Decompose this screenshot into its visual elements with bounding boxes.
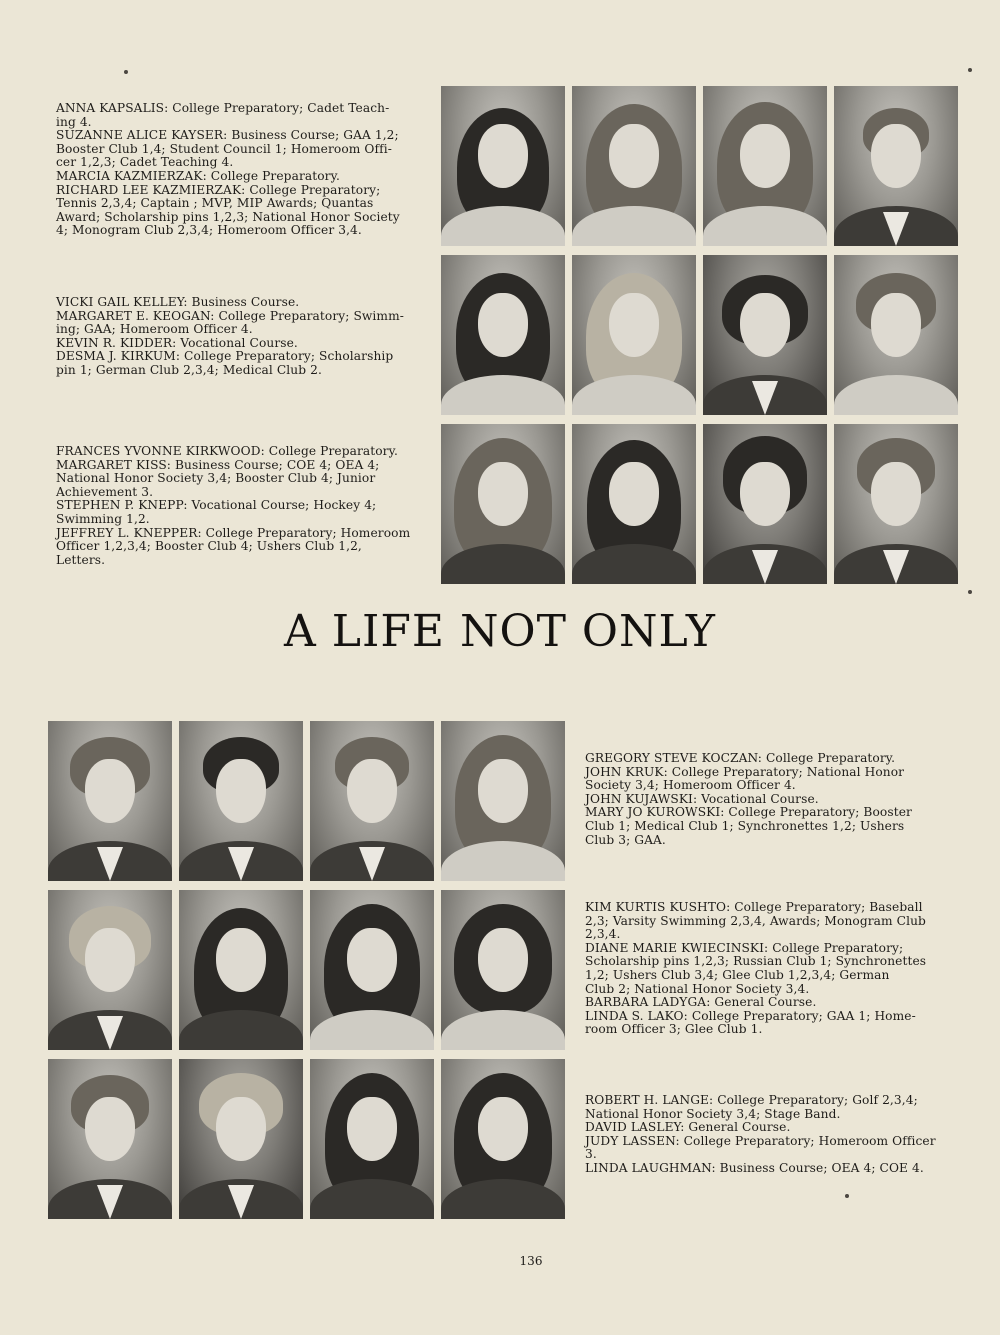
portrait-photo bbox=[834, 86, 958, 246]
bio-line: FRANCES YVONNE KIRKWOOD: College Preparatory. bbox=[56, 444, 398, 458]
portrait-photo bbox=[441, 86, 565, 246]
bio-line: Achievement 3. bbox=[56, 484, 154, 499]
bio-line: RICHARD LEE KAZMIERZAK: College Preparatory; bbox=[56, 182, 381, 197]
bio-line: Club 2; National Honor Society 3,4. bbox=[585, 981, 810, 996]
portrait-photo bbox=[572, 255, 696, 415]
page-headline: A LIFE NOT ONLY bbox=[284, 606, 716, 657]
bio-line: 1,2; Ushers Club 3,4; Glee Club 1,2,3,4; German bbox=[585, 967, 890, 982]
top-bio-group-2 bbox=[56, 296, 426, 378]
bio-line: LINDA LAUGHMAN: Business Course; OEA 4; COE 4. bbox=[585, 1160, 924, 1175]
top-bio-group-3 bbox=[56, 445, 426, 567]
bio-line: Club 3; GAA. bbox=[585, 832, 666, 847]
bio-line: National Honor Society 3,4; Stage Band. bbox=[585, 1106, 841, 1121]
bio-line: MARGARET KISS: Business Course; COE 4; OEA 4; bbox=[56, 457, 380, 472]
bio-line: 4; Monogram Club 2,3,4; Homeroom Officer 3,4. bbox=[56, 223, 362, 238]
portrait-photo bbox=[441, 1059, 565, 1219]
bio-line: VICKI GAIL KELLEY: Business Course. bbox=[56, 295, 300, 309]
bottom-portrait-grid bbox=[48, 721, 565, 1219]
print-speck bbox=[968, 590, 972, 594]
bio-line: room Officer 3; Glee Club 1. bbox=[585, 1022, 763, 1037]
bio-line: ing; GAA; Homeroom Officer 4. bbox=[56, 322, 253, 337]
print-speck bbox=[845, 1194, 849, 1198]
portrait-photo bbox=[179, 721, 303, 881]
top-portrait-grid bbox=[441, 86, 958, 584]
bio-line: JEFFREY L. KNEPPER: College Preparatory; Homeroom bbox=[56, 525, 411, 540]
portrait-photo bbox=[48, 721, 172, 881]
bio-line: KEVIN R. KIDDER: Vocational Course. bbox=[56, 335, 298, 350]
bio-line: Officer 1,2,3,4; Booster Club 4; Ushers Club 1,2, bbox=[56, 539, 362, 554]
bio-line: BARBARA LADYGA: General Course. bbox=[585, 995, 817, 1010]
bio-line: MARGARET E. KEOGAN: College Preparatory; Swimm- bbox=[56, 308, 404, 323]
bio-line: JOHN KRUK: College Preparatory; National Honor bbox=[585, 764, 905, 779]
bio-line: MARCIA KAZMIERZAK: College Preparatory. bbox=[56, 168, 340, 183]
portrait-photo bbox=[703, 86, 827, 246]
bio-line: Award; Scholarship pins 1,2,3; National Honor Society bbox=[56, 209, 400, 224]
bio-line: Swimming 1,2. bbox=[56, 511, 150, 526]
bio-line: Scholarship pins 1,2,3; Russian Club 1; Synchronettes bbox=[585, 954, 927, 969]
bio-line: DIANE MARIE KWIECINSKI: College Preparatory; bbox=[585, 940, 904, 955]
bio-line: DAVID LASLEY: General Course. bbox=[585, 1120, 791, 1135]
bio-line: Letters. bbox=[56, 552, 106, 567]
portrait-photo bbox=[310, 721, 434, 881]
bio-line: 3. bbox=[585, 1147, 597, 1162]
portrait-photo bbox=[703, 255, 827, 415]
bio-line: JOHN KUJAWSKI: Vocational Course. bbox=[585, 791, 819, 806]
print-speck bbox=[124, 70, 128, 74]
top-bio-group-1 bbox=[56, 102, 426, 238]
portrait-photo bbox=[441, 424, 565, 584]
portrait-photo bbox=[703, 424, 827, 584]
bio-line: STEPHEN P. KNEPP: Vocational Course; Hockey 4; bbox=[56, 498, 377, 513]
portrait-photo bbox=[310, 890, 434, 1050]
print-speck bbox=[968, 68, 972, 72]
bottom-bio-group-3 bbox=[585, 1094, 955, 1176]
bio-line: National Honor Society 3,4; Booster Club 4; Junior bbox=[56, 471, 376, 486]
bio-line: pin 1; German Club 2,3,4; Medical Club 2. bbox=[56, 362, 322, 377]
portrait-photo bbox=[48, 1059, 172, 1219]
bio-line: Society 3,4; Homeroom Officer 4. bbox=[585, 778, 796, 793]
portrait-photo bbox=[48, 890, 172, 1050]
portrait-photo bbox=[179, 1059, 303, 1219]
portrait-photo bbox=[572, 424, 696, 584]
portrait-photo bbox=[441, 890, 565, 1050]
bio-line: KIM KURTIS KUSHTO: College Preparatory; Baseball bbox=[585, 900, 923, 914]
bio-line: Club 1; Medical Club 1; Synchronettes 1,2; Ushers bbox=[585, 818, 905, 833]
bottom-bio-group-1 bbox=[585, 752, 955, 847]
bio-line: ANNA KAPSALIS: College Preparatory; Cadet Teach- bbox=[56, 101, 390, 115]
portrait-photo bbox=[834, 424, 958, 584]
portrait-photo bbox=[834, 255, 958, 415]
bio-line: 2,3; Varsity Swimming 2,3,4, Awards; Monogram Club bbox=[585, 913, 926, 928]
portrait-photo bbox=[310, 1059, 434, 1219]
portrait-photo bbox=[441, 255, 565, 415]
bio-line: SUZANNE ALICE KAYSER: Business Course; GAA 1,2; bbox=[56, 128, 399, 143]
bio-line: cer 1,2,3; Cadet Teaching 4. bbox=[56, 155, 234, 170]
portrait-photo bbox=[441, 721, 565, 881]
portrait-photo bbox=[572, 86, 696, 246]
bio-line: Tennis 2,3,4; Captain ; MVP, MIP Awards; Quantas bbox=[56, 196, 374, 211]
bio-line: JUDY LASSEN: College Preparatory; Homeroom Officer bbox=[585, 1133, 936, 1148]
bio-line: GREGORY STEVE KOCZAN: College Preparatory. bbox=[585, 751, 896, 765]
bottom-bio-group-2 bbox=[585, 901, 955, 1037]
bio-line: DESMA J. KIRKUM: College Preparatory; Scholarship bbox=[56, 349, 394, 364]
bio-line: ROBERT H. LANGE: College Preparatory; Golf 2,3,4; bbox=[585, 1093, 918, 1107]
bio-line: 2,3,4. bbox=[585, 927, 621, 942]
page-number: 136 bbox=[519, 1254, 543, 1268]
bio-line: MARY JO KUROWSKI: College Preparatory; Booster bbox=[585, 805, 912, 820]
bio-line: LINDA S. LAKO: College Preparatory; GAA 1; Home- bbox=[585, 1008, 916, 1023]
bio-line: Booster Club 1,4; Student Council 1; Homeroom Offi- bbox=[56, 141, 392, 156]
portrait-photo bbox=[179, 890, 303, 1050]
bio-line: ing 4. bbox=[56, 114, 92, 129]
